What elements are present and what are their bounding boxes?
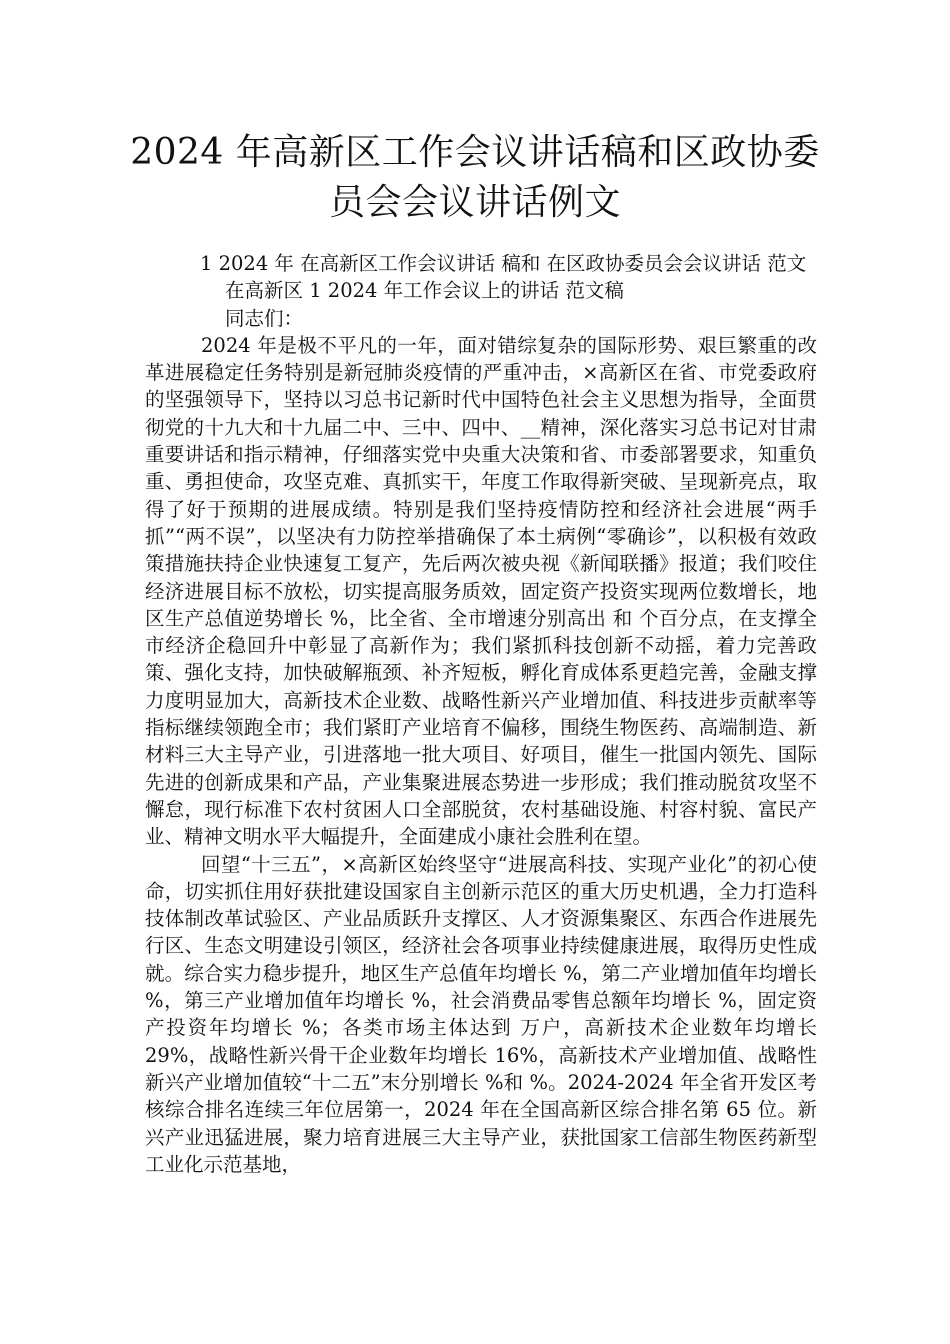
subheading-1: 1 2024 年 在高新区工作会议讲话 稿和 在区政协委员会会议讲话 范文: [200, 252, 807, 275]
subheading-2: 在高新区 1 2024 年工作会议上的讲话 范文稿: [225, 279, 624, 303]
title-line-2: 员会会议讲话例文: [328, 182, 621, 223]
paragraph-1: 2024 年是极不平凡的一年，面对错综复杂的国际形势、艰巨繁重的改革进展稳定任务特别是新冠肺炎疫情的严重冲击，×高新区在省、市党委政府的坚强领导下，坚持以习总书记新时代中国特色社会主义思想为指导，全面贯彻党的十九大和十九届二中、三中、四中、__精神，深化落实习总书记对甘肃重要讲话和指示精神，仔细落实党中央重大决策和省、市委部署要求，知重负重、勇担使命，攻坚克难、真抓实干，年度工作取得新突破、呈现新亮点，取得了好于预期的进展成绩。特别是我们坚持疫情防控和经济社会进展“两手抓”“两不误”，以坚决有力防控举措确保了本土病例“零确诊”，以积极有效政策措施扶持企业快速复工复产，先后两次被央视《新闻联播》报道；我们咬住经济进展目标不放松，切实提高服务质效，固定资产投资实现两位数增长，地区生产总值逆势增长 %，比全省、全市增速分别高出 和 个百分点，在支撑全市经济企稳回升中彰显了高新作为；我们紧抓科技创新不动摇，着力完善政策、强化支持，加快破解瓶颈、补齐短板，孵化育成体系更趋完善，金融支撑力度明显加大，高新技术企业数、战略性新兴产业增加值、科技进步贡献率等指标继续领跑全市；我们紧盯产业培育不偏移，围绕生物医药、高端制造、新材料三大主导产业，引进落地一批大项目、好项目，催生一批国内领先、国际先进的创新成果和产品，产业集聚进展态势进一步形成；我们推动脱贫攻坚不懈怠，现行标准下农村贫困人口全部脱贫，农村基础设施、村容村貌、富民产业、精神文明水平大幅提升，全面建成小康社会胜利在望。: [145, 333, 817, 849]
document-body: [145, 250, 817, 1178]
title-line-1: 2024 年高新区工作会议讲话稿和区政协委: [130, 132, 820, 173]
salutation: 同志们：: [225, 306, 304, 330]
document-title: [100, 128, 850, 228]
paragraph-2: 回望“十三五”，×高新区始终坚守“进展高科技、实现产业化”的初心使命，切实抓住用好获批建设国家自主创新示范区的重大历史机遇，全力打造科技体制改革试验区、产业品质跃升支撑区、人才资源集聚区、东西合作进展先行区、生态文明建设引领区，经济社会各项事业持续健康进展，取得历史性成就。综合实力稳步提升，地区生产总值年均增长 %，第二产业增加值年均增长 %，第三产业增加值年均增长 %，社会消费品零售总额年均增长 %，固定资产投资年均增长 %；各类市场主体达到 万户，高新技术企业数年均增长 29%，战略性新兴骨干企业数年均增长 16%，高新技术产业增加值、战略性新兴产业增加值较“十二五”末分别增长 %和 %。2024-2024 年全省开发区考核综合排名连续三年位居第一，2024 年在全国高新区综合排名第 65 位。新兴产业迅猛进展，聚力培育进展三大主导产业，获批国家工信部生物医药新型工业化示范基地，: [145, 852, 817, 1176]
